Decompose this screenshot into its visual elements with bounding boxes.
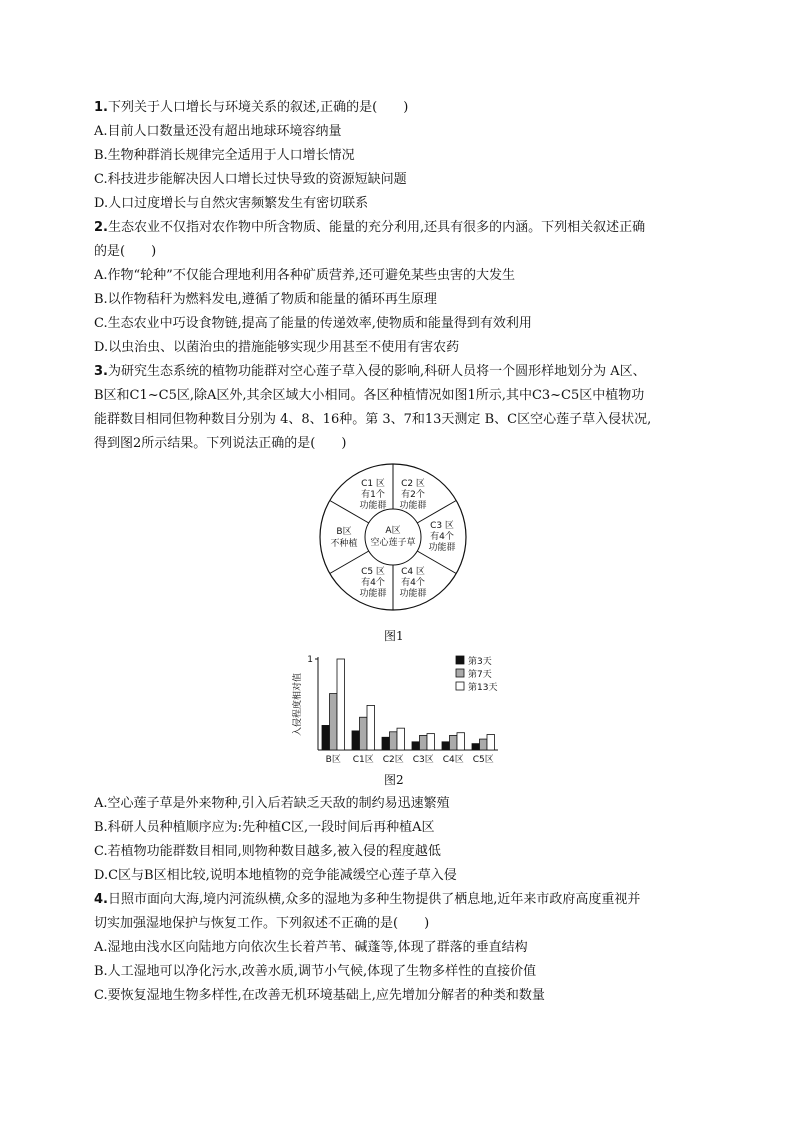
- bar-1-2: [367, 705, 375, 750]
- chart-x-tick-labels: [326, 754, 494, 765]
- q3-option-b: B.科研人员种植顺序应为:先种植C区,一段时间后再种植A区: [94, 820, 435, 835]
- bar-4-0: [442, 742, 450, 750]
- bar-3-2: [427, 734, 435, 750]
- q1-stem-text: 下列关于人口增长与环境关系的叙述,正确的是( ): [107, 100, 409, 115]
- x-tick-label-5: C5区: [472, 755, 494, 765]
- legend-label-2: 第13天: [468, 683, 498, 693]
- center-label-1: A区: [385, 526, 401, 536]
- x-tick-label-0: B区: [325, 755, 341, 765]
- bar-2-1: [390, 732, 398, 750]
- q4-number: 4.: [94, 892, 108, 907]
- legend-swatch-0: [456, 656, 464, 664]
- c3-label-2: 有4个: [430, 532, 454, 542]
- x-tick-label-4: C4区: [442, 755, 464, 765]
- c3-label-3: 功能群: [428, 543, 456, 553]
- y-tick-label-0: 1: [307, 655, 313, 665]
- c5-label-2: 有4个: [361, 578, 385, 588]
- q2-stem-text1: 生态农业不仅指对农作物中所含物质、能量的充分利用,还具有很多的内涵。下列相关叙述正确: [107, 220, 646, 235]
- bar-1-1: [360, 717, 368, 750]
- q4-stem-line2: 切实加强湿地保护与恢复工作。下列叙述不正确的是( ): [94, 916, 430, 931]
- q3-stem-line2: B区和C1~C5区,除A区外,其余区域大小相同。各区种植情况如图1所示,其中C3~C5区中植物功: [94, 388, 645, 403]
- x-tick-label-2: C2区: [382, 755, 404, 765]
- q3-option-a: A.空心莲子草是外来物种,引入后若缺乏天敌的制约易迅速繁殖: [94, 796, 450, 811]
- b-label-1: B区: [336, 527, 352, 537]
- q4-option-a: A.湿地由浅水区向陆地方向依次生长着芦苇、碱蓬等,体现了群落的垂直结构: [94, 940, 528, 955]
- q1-stem: [94, 100, 408, 116]
- c3-label-1: C3 区: [430, 521, 454, 531]
- b-label-2: 不种植: [330, 539, 358, 549]
- x-tick-label-1: C1区: [352, 755, 374, 765]
- q1-option-a: A.目前人口数量还没有超出地球环境容纳量: [94, 124, 342, 139]
- q3-number: 3.: [94, 364, 108, 379]
- c2-label-1: C2 区: [401, 479, 425, 489]
- bar-3-0: [412, 742, 420, 750]
- q4-option-c: C.要恢复湿地生物多样性,在改善无机环境基础上,应先增加分解者的种类和数量: [94, 988, 545, 1003]
- figure2-bar-chart: [280, 648, 510, 768]
- q4-option-b: B.人工湿地可以净化污水,改善水质,调节小气候,体现了生物多样性的直接价值: [94, 964, 537, 979]
- q3-option-d: D.C区与B区相比较,说明本地植物的竞争能减缓空心莲子草入侵: [94, 868, 457, 883]
- bar-4-1: [450, 735, 458, 750]
- bar-1-0: [352, 731, 360, 750]
- q2-option-a: A.作物“轮种”不仅能合理地利用各种矿质营养,还可避免某些虫害的大发生: [94, 268, 515, 283]
- q4-stem-line1: [94, 892, 640, 908]
- q1-number: 1.: [94, 100, 108, 115]
- y-axis-label: 入侵程度相对值: [293, 672, 303, 736]
- legend-swatch-1: [456, 669, 464, 677]
- bar-5-1: [480, 739, 488, 750]
- q4-stem-text1: 日照市面向大海,境内河流纵横,众多的湿地为多种生物提供了栖息地,近年来市政府高度重视并: [107, 892, 641, 907]
- bar-3-1: [420, 735, 428, 750]
- figure2-caption: 图2: [384, 773, 404, 787]
- q3-stem-line4: 得到图2所示结果。下列说法正确的是( ): [94, 436, 347, 451]
- c5-label-1: C5 区: [361, 567, 385, 577]
- q3-stem-line3: 能群数目相同但物种数目分别为 4、8、16种。第 3、7和13天测定 B、C区空心莲子草入侵状况,: [94, 412, 652, 427]
- c1-label-2: 有1个: [361, 490, 385, 500]
- bar-2-2: [397, 728, 405, 750]
- x-tick-label-3: C3区: [412, 755, 434, 765]
- q2-option-d: D.以虫治虫、以菌治虫的措施能够实现少用甚至不使用有害农药: [94, 340, 460, 355]
- center-label-2: 空心莲子草: [370, 538, 416, 548]
- legend-label-0: 第3天: [468, 657, 492, 667]
- q3-stem-text1: 为研究生态系统的植物功能群对空心莲子草入侵的影响,科研人员将一个圆形样地划分为 A区、: [107, 364, 646, 379]
- bar-0-0: [322, 725, 330, 750]
- c1-label-3: 功能群: [359, 501, 387, 511]
- q2-option-b: B.以作物秸秆为燃料发电,遵循了物质和能量的循环再生原理: [94, 292, 437, 307]
- bar-2-0: [382, 737, 390, 750]
- c4-label-1: C4 区: [401, 567, 425, 577]
- q2-stem-line1: [94, 220, 645, 236]
- bar-0-1: [330, 694, 338, 750]
- c4-label-3: 功能群: [399, 589, 427, 599]
- q2-number: 2.: [94, 220, 108, 235]
- c1-label-1: C1 区: [361, 479, 385, 489]
- q3-stem-line1: [94, 364, 646, 380]
- inner-circle: [365, 509, 421, 565]
- bar-0-2: [337, 659, 345, 750]
- q1-option-b: B.生物种群消长规律完全适用于人口增长情况: [94, 148, 355, 163]
- chart-legend: [456, 655, 497, 693]
- bar-5-0: [472, 744, 480, 750]
- q2-stem-line2: 的是( ): [94, 244, 157, 259]
- q2-option-c: C.生态农业中巧设食物链,提高了能量的传递效率,使物质和能量得到有效利用: [94, 316, 532, 331]
- q1-option-c: C.科技进步能解决因人口增长过快导致的资源短缺问题: [94, 172, 407, 187]
- c5-label-3: 功能群: [359, 589, 387, 599]
- figure1-plot-diagram: [318, 462, 468, 612]
- legend-label-1: 第7天: [468, 670, 492, 680]
- q3-option-c: C.若植物功能群数目相同,则物种数目越多,被入侵的程度越低: [94, 844, 441, 859]
- c2-label-2: 有2个: [401, 490, 425, 500]
- q1-option-d: D.人口过度增长与自然灾害频繁发生有密切联系: [94, 196, 369, 211]
- legend-swatch-2: [456, 682, 464, 690]
- c4-label-2: 有4个: [401, 578, 425, 588]
- c2-label-3: 功能群: [399, 501, 427, 511]
- bar-5-2: [487, 735, 495, 750]
- bar-4-2: [457, 733, 465, 750]
- figure1-caption: 图1: [384, 629, 404, 643]
